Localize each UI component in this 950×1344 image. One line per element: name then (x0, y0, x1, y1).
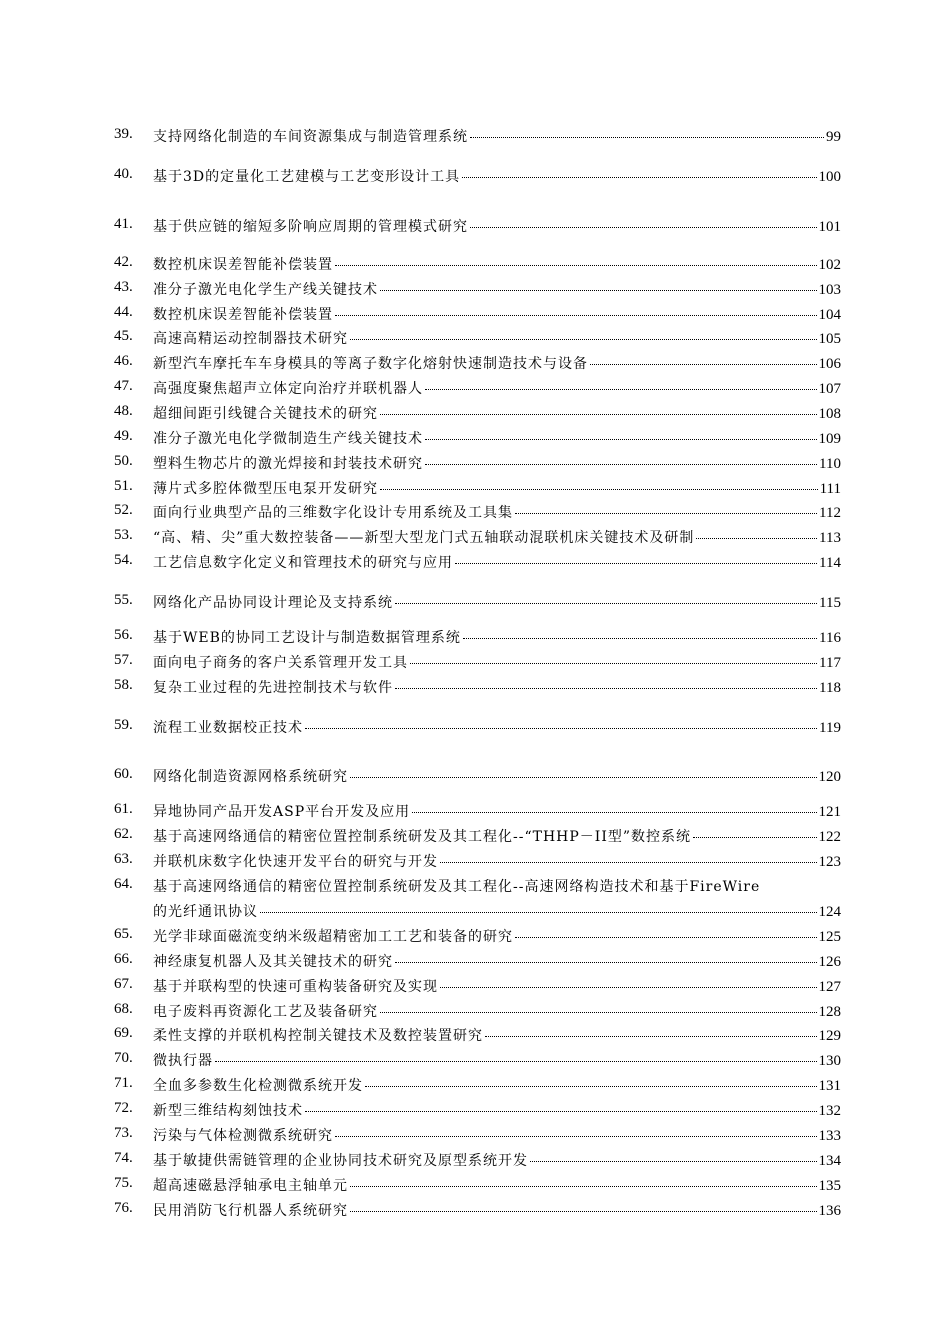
entry-title: 工艺信息数字化定义和管理技术的研究与应用 (153, 555, 453, 571)
entry-number: 72. (114, 1100, 133, 1116)
entry-number: 61. (114, 801, 133, 817)
dot-leader (260, 912, 817, 913)
entry-title: 准分子激光电化学微制造生产线关键技术 (153, 431, 423, 447)
dot-leader (305, 728, 817, 729)
entry-number: 42. (114, 254, 133, 270)
entry-title: 高强度聚焦超声立体定向治疗并联机器人 (153, 381, 423, 397)
entry-number: 49. (114, 428, 133, 444)
entry-title: 柔性支撑的并联机构控制关键技术及数控装置研究 (153, 1028, 483, 1044)
page-number: 99 (826, 129, 841, 145)
dot-leader (485, 1036, 817, 1037)
entry-number: 46. (114, 353, 133, 369)
entry-title: 新型汽车摩托车车身模具的等离子数字化熔射快速制造技术与设备 (153, 356, 588, 372)
dot-leader (335, 315, 817, 316)
dot-leader (440, 987, 817, 988)
page-number: 101 (818, 219, 841, 235)
entry-title: 民用消防飞行机器人系统研究 (153, 1203, 348, 1219)
entry-number: 47. (114, 378, 133, 394)
dot-leader (380, 414, 817, 415)
entry-title: 基于WEB的协同工艺设计与制造数据管理系统 (153, 630, 461, 646)
entry-title: 流程工业数据校正技术 (153, 720, 303, 736)
entry-title: 光学非球面磁流变纳米级超精密加工工艺和装备的研究 (153, 929, 513, 945)
page-number: 113 (819, 530, 841, 546)
entry-title: 支持网络化制造的车间资源集成与制造管理系统 (153, 129, 468, 145)
entry-title: 网络化制造资源网格系统研究 (153, 769, 348, 785)
page-number: 128 (818, 1004, 841, 1020)
entry-title: 电子废料再资源化工艺及装备研究 (153, 1004, 378, 1020)
entry-number: 39. (114, 126, 133, 142)
entry-title: 复杂工业过程的先进控制技术与软件 (153, 680, 393, 696)
entry-number: 74. (114, 1150, 133, 1166)
entry-title: 薄片式多腔体微型压电泵开发研究 (153, 481, 378, 497)
entry-number: 75. (114, 1175, 133, 1191)
dot-leader (515, 513, 817, 514)
page-number: 105 (818, 331, 841, 347)
page-number: 115 (819, 595, 841, 611)
dot-leader (590, 364, 817, 365)
entry-title: 异地协同产品开发ASP平台开发及应用 (153, 804, 411, 820)
entry-number: 73. (114, 1125, 133, 1141)
entry-title-continued: 的光纤通讯协议 (153, 904, 258, 920)
page-number: 103 (818, 282, 841, 298)
entry-number: 54. (114, 552, 133, 568)
dot-leader (410, 663, 817, 664)
page-number: 121 (818, 804, 841, 820)
dot-leader (215, 1061, 817, 1062)
entry-number: 71. (114, 1075, 133, 1091)
page-number: 116 (819, 630, 841, 646)
entry-title: 基于3D的定量化工艺建模与工艺变形设计工具 (153, 169, 461, 185)
dot-leader (455, 563, 817, 564)
dot-leader (395, 962, 817, 963)
entry-number: 76. (114, 1200, 133, 1216)
entry-number: 53. (114, 527, 133, 543)
entry-number: 40. (114, 166, 133, 182)
entry-number: 64. (114, 876, 133, 892)
dot-leader (515, 937, 817, 938)
page-number: 110 (819, 456, 841, 472)
entry-number: 43. (114, 279, 133, 295)
entry-title: 神经康复机器人及其关键技术的研究 (153, 954, 393, 970)
dot-leader (380, 1012, 817, 1013)
page-number: 127 (818, 979, 841, 995)
entry-number: 70. (114, 1050, 133, 1066)
entry-number: 48. (114, 403, 133, 419)
dot-leader (395, 688, 817, 689)
entry-title: 全血多参数生化检测微系统开发 (153, 1078, 363, 1094)
page-number: 124 (818, 904, 841, 920)
entry-number: 56. (114, 627, 133, 643)
page-number: 111 (819, 481, 841, 497)
page-number: 109 (818, 431, 841, 447)
dot-leader (425, 439, 817, 440)
entry-number: 69. (114, 1025, 133, 1041)
page-number: 104 (818, 307, 841, 323)
dot-leader (440, 862, 817, 863)
page-number: 133 (818, 1128, 841, 1144)
dot-leader (335, 1136, 817, 1137)
entry-title: 基于敏捷供需链管理的企业协同技术研究及原型系统开发 (153, 1153, 528, 1169)
page-number: 125 (818, 929, 841, 945)
page-number: 112 (819, 505, 841, 521)
page-number: 102 (818, 257, 841, 273)
page-number: 131 (818, 1078, 841, 1094)
entry-title: 基于高速网络通信的精密位置控制系统研发及其工程化--“THHP－II型”数控系统 (153, 829, 692, 845)
entry-number: 52. (114, 502, 133, 518)
page-number: 130 (818, 1053, 841, 1069)
entry-number: 63. (114, 851, 133, 867)
entry-number: 62. (114, 826, 133, 842)
entry-number: 68. (114, 1001, 133, 1017)
page-number: 123 (818, 854, 841, 870)
page-number: 135 (818, 1178, 841, 1194)
entry-number: 55. (114, 592, 133, 608)
page-number: 100 (818, 169, 841, 185)
entry-number: 57. (114, 652, 133, 668)
dot-leader (463, 638, 817, 639)
entry-number: 66. (114, 951, 133, 967)
dot-leader (530, 1161, 817, 1162)
entry-title: 塑料生物芯片的激光焊接和封装技术研究 (153, 456, 423, 472)
entry-title: 基于高速网络通信的精密位置控制系统研发及其工程化--高速网络构造技术和基于FireWire (153, 879, 761, 895)
entry-number: 59. (114, 717, 133, 733)
dot-leader (425, 464, 817, 465)
dot-leader (395, 603, 817, 604)
entry-title: 污染与气体检测微系统研究 (153, 1128, 333, 1144)
entry-title: 网络化产品协同设计理论及支持系统 (153, 595, 393, 611)
entry-title: “高、精、尖”重大数控装备——新型大型龙门式五轴联动混联机床关键技术及研制 (153, 530, 695, 546)
dot-leader (462, 177, 816, 178)
entry-number: 58. (114, 677, 133, 693)
entry-title: 面向行业典型产品的三维数字化设计专用系统及工具集 (153, 505, 513, 521)
entry-title: 微执行器 (153, 1053, 213, 1069)
page-number: 106 (818, 356, 841, 372)
page-number: 132 (818, 1103, 841, 1119)
dot-leader (470, 137, 824, 138)
entry-number: 41. (114, 216, 133, 232)
entry-title: 并联机床数字化快速开发平台的研究与开发 (153, 854, 438, 870)
entry-title: 基于供应链的缩短多阶响应周期的管理模式研究 (153, 219, 468, 235)
page-number: 118 (819, 680, 841, 696)
entry-number: 45. (114, 328, 133, 344)
page-number: 114 (819, 555, 841, 571)
dot-leader (380, 290, 817, 291)
page-number: 126 (818, 954, 841, 970)
dot-leader (350, 1186, 817, 1187)
entry-title: 准分子激光电化学生产线关键技术 (153, 282, 378, 298)
dot-leader (425, 389, 817, 390)
entry-title: 超高速磁悬浮轴承电主轴单元 (153, 1178, 348, 1194)
page-number: 107 (818, 381, 841, 397)
page-number: 122 (818, 829, 841, 845)
page-number: 108 (818, 406, 841, 422)
page-number: 134 (818, 1153, 841, 1169)
dot-leader (350, 339, 817, 340)
entry-number: 67. (114, 976, 133, 992)
page-number: 129 (818, 1028, 841, 1044)
dot-leader (412, 812, 816, 813)
dot-leader (380, 489, 818, 490)
dot-leader (350, 777, 817, 778)
entry-title: 高速高精运动控制器技术研究 (153, 331, 348, 347)
entry-number: 60. (114, 766, 133, 782)
dot-leader (696, 538, 817, 539)
page-number: 120 (818, 769, 841, 785)
page-number: 136 (818, 1203, 841, 1219)
entry-title: 超细间距引线键合关键技术的研究 (153, 406, 378, 422)
entry-title: 基于并联构型的快速可重构装备研究及实现 (153, 979, 438, 995)
dot-leader (693, 837, 816, 838)
dot-leader (470, 227, 817, 228)
entry-number: 50. (114, 453, 133, 469)
dot-leader (365, 1086, 817, 1087)
entry-title: 数控机床误差智能补偿装置 (153, 257, 333, 273)
entry-title: 数控机床误差智能补偿装置 (153, 307, 333, 323)
dot-leader (350, 1211, 817, 1212)
entry-number: 44. (114, 304, 133, 320)
entry-title: 新型三维结构刻蚀技术 (153, 1103, 303, 1119)
page-number: 119 (819, 720, 841, 736)
entry-number: 65. (114, 926, 133, 942)
dot-leader (335, 265, 817, 266)
dot-leader (305, 1111, 817, 1112)
entry-title: 面向电子商务的客户关系管理开发工具 (153, 655, 408, 671)
entry-number: 51. (114, 478, 133, 494)
page-number: 117 (819, 655, 841, 671)
